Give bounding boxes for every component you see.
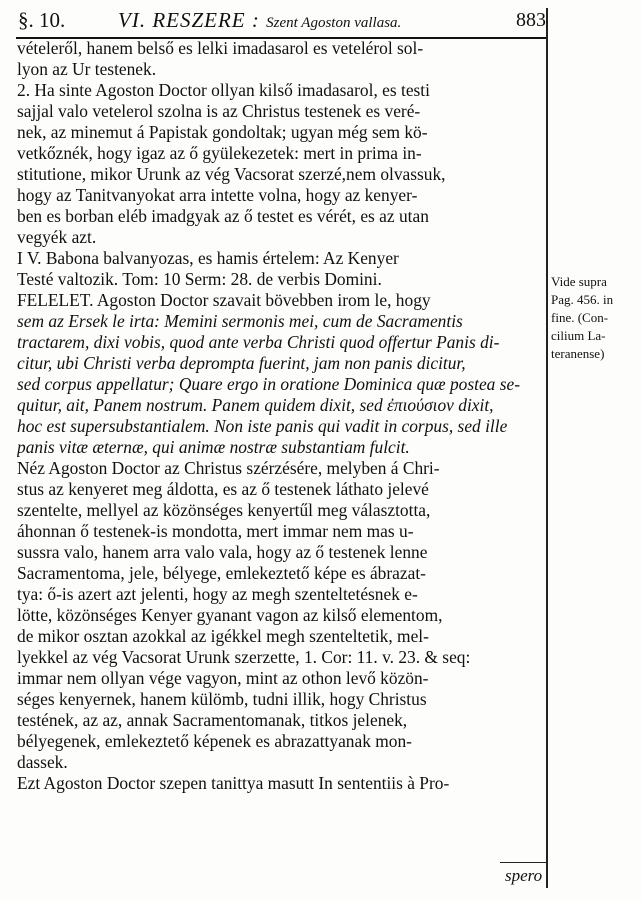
- running-header: [18, 6, 546, 34]
- text-line: FELELET. Agoston Doctor szavait bövebben irom le, hogy: [17, 290, 431, 310]
- margin-note-line: fine. (Con-: [551, 310, 609, 325]
- section-number: §. 10.: [18, 8, 66, 32]
- text-line: nek, az minemut á Papistak gondoltak; ugyan még sem kö-: [17, 122, 428, 142]
- text-line: I V. Babona balvanyozas, es hamis értelem: Az Kenyer: [17, 248, 399, 268]
- text-line: vetkőznék, hogy igaz az ő gyülekezetek: mert in prima in-: [17, 143, 422, 163]
- text-line: Ezt Agoston Doctor szepen tanittya masutt In sententiis à Pro-: [17, 773, 450, 793]
- text-line: áhonnan ő testenek-is mondotta, mert immar nem mas u-: [17, 521, 414, 541]
- margin-note: [551, 273, 641, 363]
- text-line: Testé valtozik. Tom: 10 Serm: 28. de verbis Domini.: [17, 269, 382, 289]
- text-line: stitutione, mikor Urunk az vég Vacsorat szerzé,nem olvassuk,: [17, 164, 446, 184]
- latin-quote-line: panis vitæ æternæ, qui animæ nostræ substantiam fulcit.: [17, 437, 410, 457]
- chapter-label: VI. RESZERE :: [118, 8, 260, 32]
- text-line: 2. Ha sinte Agoston Doctor ollyan kilső imadasarol, es testi: [17, 80, 430, 100]
- text-line: tya: ő-is azert azt jelenti, hogy az megh szenteltetésnek e-: [17, 584, 418, 604]
- latin-quote-line: sem az Ersek le irta: Memini sermonis mei, cum de Sacramentis: [17, 311, 463, 331]
- text-line: lyekkel az vég Vacsorat Urunk szerzette, 1. Cor: 11. v. 23. & seq:: [17, 647, 471, 667]
- text-line: testének, az az, annak Sacramentomanak, titkos jelenek,: [17, 710, 408, 730]
- text-line: hogy az Tanitvanyokat arra intette volna, hogy az kenyer-: [17, 185, 418, 205]
- page-number: 883: [516, 9, 546, 31]
- chapter-subtitle: Szent Agoston vallasa.: [266, 15, 402, 31]
- text-line: vételeről, hanem belső es lelki imadasarol es vetelérol sol-: [17, 38, 424, 58]
- chapter-title: [118, 6, 401, 37]
- text-line: lyon az Ur testenek.: [17, 59, 157, 79]
- margin-rule: [546, 8, 548, 888]
- text-line: séges kenyernek, hanem külömb, tudni illik, hogy Christus: [17, 689, 427, 709]
- text-line: de mikor osztan azokkal az igékkel megh szenteltetik, mel-: [17, 626, 429, 646]
- margin-note-line: teranense): [551, 346, 605, 361]
- latin-quote-line: tractarem, dixi vobis, quod ante verba Christi quod offertur Panis di-: [17, 332, 500, 352]
- text-line: vegyék azt.: [17, 227, 97, 247]
- text-line: dassek.: [17, 752, 68, 772]
- text-line: Néz Agoston Doctor az Christus szérzésére, melyben á Chri-: [17, 458, 440, 478]
- latin-quote-line: sed corpus appellatur; Quare ergo in oratione Dominica quæ postea se-: [17, 374, 520, 394]
- text-line: lötte, közönséges Kenyer gyanant vagon az kilső elementom,: [17, 605, 443, 625]
- margin-note-line: cilium La-: [551, 328, 606, 343]
- text-line: sussra valo, hanem arra valo vala, hogy az ő testenek lenne: [17, 542, 428, 562]
- text-line: Sacramentoma, jele, bélyege, emlekeztető képe es ábrazat-: [17, 563, 426, 583]
- latin-quote-line: hoc est supersubstantialem. Non iste panis qui vadit in corpus, sed ille: [17, 416, 508, 436]
- margin-note-line: Vide supra: [551, 274, 607, 289]
- text-line: sajjal valo vetelerol szolna is az Christus testenek es veré-: [17, 101, 421, 121]
- latin-quote-line: quitur, ait, Panem nostrum. Panem quidem dixit, sed ἐπιούσιον dixit,: [17, 395, 494, 415]
- catchword-rule: [500, 862, 546, 863]
- body-text: [17, 38, 545, 794]
- catchword: spero: [505, 866, 543, 885]
- latin-quote-line: citur, ubi Christi verba deprompta fuerint, jam non panis dicitur,: [17, 353, 466, 373]
- text-line: ben es borban eléb imadgyak az ő testet es vérét, es az utan: [17, 206, 429, 226]
- text-line: immar nem ollyan vége vagyon, mint az othon levő közön-: [17, 668, 429, 688]
- text-line: szentelte, mellyel az közönséges kenyertűl meg választotta,: [17, 500, 431, 520]
- text-line: stus az kenyeret meg áldotta, es az ő testenek láthato jelevé: [17, 479, 429, 499]
- text-line: bélyegenek, emlekeztető képenek es abrazattyanak mon-: [17, 731, 412, 751]
- margin-note-line: Pag. 456. in: [551, 292, 614, 307]
